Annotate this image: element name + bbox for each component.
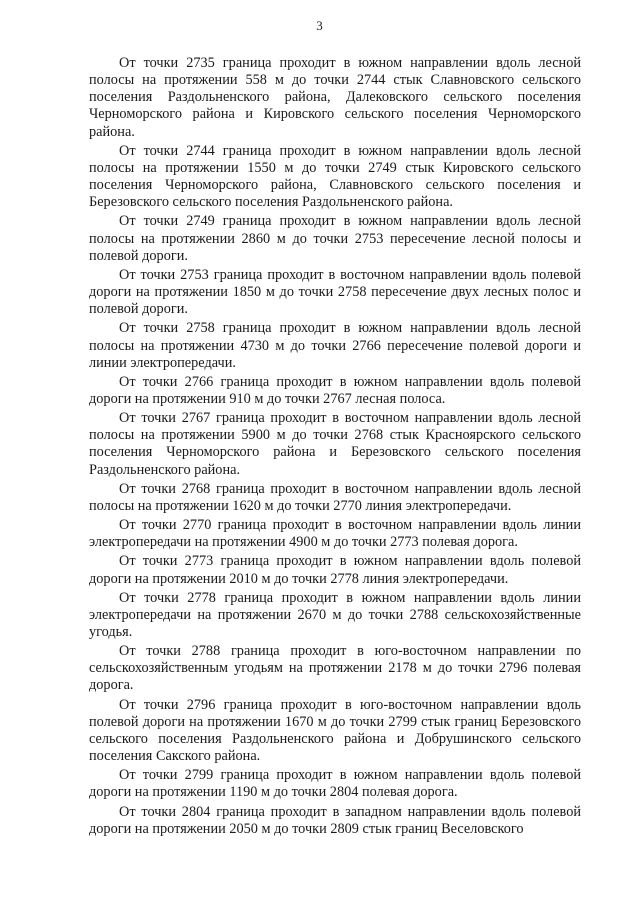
- paragraph-point-2796: От точки 2796 граница проходит в юго-восточном направлении вдоль полевой дороги на протяжении 1670 м до точки 2799 стык границ Березовского сельского поселения Раздольненского района и Добрушинского сельского поселения Сакского района.: [89, 696, 581, 765]
- paragraph-point-2749: От точки 2749 граница проходит в южном направлении вдоль лесной полосы на протяжении 2860 м до точки 2753 пересечение лесной полосы и полевой дороги.: [89, 213, 581, 264]
- document-body: [89, 55, 581, 840]
- paragraph-point-2799: От точки 2799 граница проходит в южном направлении вдоль полевой дороги на протяжении 1190 м до точки 2804 полевая дорога.: [89, 767, 581, 801]
- paragraph-point-2744: От точки 2744 граница проходит в южном направлении вдоль лесной полосы на протяжении 1550 м до точки 2749 стык Кировского сельского поселения Черноморского района, Славновского сельского поселения и Березовского сельского поселения Раздольненского района.: [89, 142, 581, 211]
- paragraph-point-2767: От точки 2767 граница проходит в восточном направлении вдоль лесной полосы на протяжении 5900 м до точки 2768 стык Красноярского сельского поселения Черноморского района и Березовского сельского поселения Раздольненского района.: [89, 410, 581, 478]
- paragraph-point-2753: От точки 2753 граница проходит в восточном направлении вдоль полевой дороги на протяжении 1850 м до точки 2758 пересечение двух лесных полос и полевой дороги.: [89, 266, 581, 318]
- paragraph-point-2773: От точки 2773 граница проходит в южном направлении вдоль полевой дороги на протяжении 2010 м до точки 2778 линия электропередачи.: [89, 553, 581, 587]
- paragraph-point-2804: От точки 2804 граница проходит в западном направлении вдоль полевой дороги на протяжении 2050 м до точки 2809 стык границ Веселовского: [89, 803, 581, 837]
- paragraph-point-2735: От точки 2735 граница проходит в южном направлении вдоль лесной полосы на протяжении 558 м до точки 2744 стык Славновского сельского поселения Раздольненского района, Далековского сельского поселения Черноморского района и Кировского сельского поселения Черноморского района.: [89, 55, 581, 140]
- paragraph-point-2778: От точки 2778 граница проходит в южном направлении вдоль линии электропередачи на протяжении 2670 м до точки 2788 сельскохозяйственные угодья.: [89, 589, 581, 640]
- page-number: 3: [316, 18, 323, 33]
- paragraph-point-2766: От точки 2766 граница проходит в южном направлении вдоль полевой дороги на протяжении 910 м до точки 2767 лесная полоса.: [89, 373, 581, 407]
- paragraph-point-2788: От точки 2788 граница проходит в юго-восточном направлении по сельскохозяйственным угодьям на протяжении 2178 м до точки 2796 полевая дорога.: [89, 643, 581, 694]
- paragraph-point-2770: От точки 2770 граница проходит в восточном направлении вдоль линии электропередачи на протяжении 4900 м до точки 2773 полевая дорога.: [89, 517, 581, 551]
- paragraph-point-2768: От точки 2768 граница проходит в восточном направлении вдоль лесной полосы на протяжении 1620 м до точки 2770 линия электропередачи.: [89, 480, 581, 514]
- paragraph-point-2758: От точки 2758 граница проходит в южном направлении вдоль лесной полосы на протяжении 4730 м до точки 2766 пересечение полевой дороги и линии электропередачи.: [89, 320, 581, 371]
